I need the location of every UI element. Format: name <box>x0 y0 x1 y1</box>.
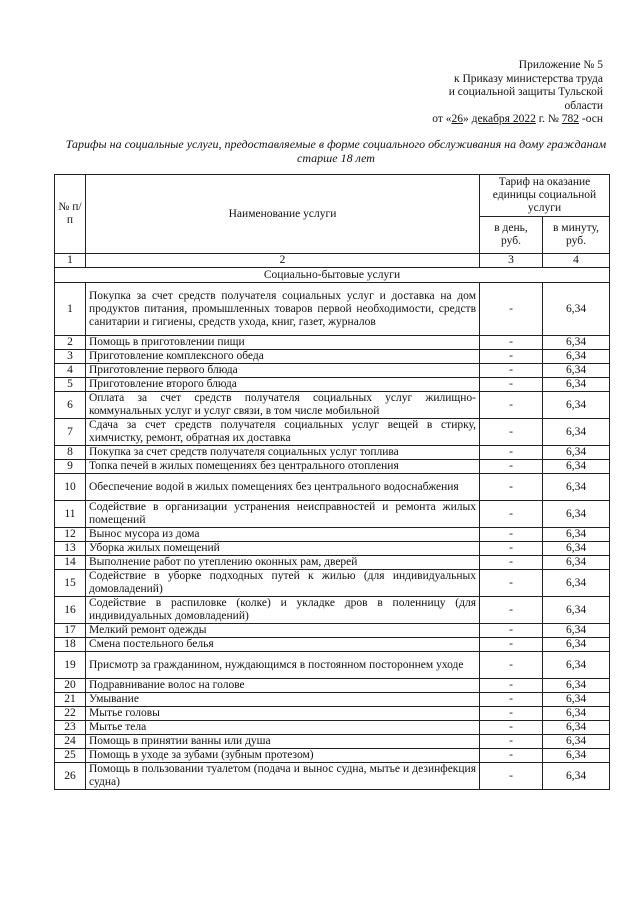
service-name: Присмотр за гражданином, нуждающимся в постоянном постороннем уходе <box>86 652 480 679</box>
row-number: 15 <box>55 570 86 597</box>
tariff-per-minute: 6,34 <box>543 735 610 749</box>
order-number: 782 <box>561 113 579 125</box>
tariff-per-minute: 6,34 <box>543 542 610 556</box>
column-header-name: Наименование услуги <box>86 175 480 254</box>
table-row <box>55 735 610 749</box>
table-row <box>55 749 610 763</box>
tariff-per-day: - <box>480 652 543 679</box>
tariff-per-day: - <box>480 624 543 638</box>
appendix-date-line <box>343 113 603 127</box>
date-mid: » <box>462 113 472 125</box>
tariff-per-day: - <box>480 679 543 693</box>
row-number: 26 <box>55 763 86 790</box>
section-row <box>55 268 610 283</box>
tariff-per-day: - <box>480 542 543 556</box>
table-row <box>55 474 610 501</box>
tariff-per-day: - <box>480 419 543 446</box>
tariff-per-minute: 6,34 <box>543 624 610 638</box>
service-name: Покупка за счет средств получателя социальных услуг и доставка на дом продуктов питания, промышленных товаров первой необходимости, средств санитарии и гигиены, средств ухода, книг, газет, журналов <box>86 283 480 336</box>
column-header-per-minute: в минуту, руб. <box>543 216 610 253</box>
tariff-per-day: - <box>480 528 543 542</box>
date-day: 26 <box>451 113 463 125</box>
tariff-per-day: - <box>480 556 543 570</box>
tariff-per-minute: 6,34 <box>543 693 610 707</box>
column-index: 3 <box>480 254 543 268</box>
service-name: Уборка жилых помещений <box>86 542 480 556</box>
tariff-per-minute: 6,34 <box>543 474 610 501</box>
date-prefix: от « <box>432 113 452 125</box>
tariff-per-minute: 6,34 <box>543 364 610 378</box>
appendix-ministry: и социальной защиты Тульской <box>448 86 603 98</box>
tariff-per-day: - <box>480 570 543 597</box>
table-row <box>55 364 610 378</box>
tariff-per-minute: 6,34 <box>543 749 610 763</box>
tariff-per-minute: 6,34 <box>543 707 610 721</box>
tariff-per-minute: 6,34 <box>543 652 610 679</box>
tariff-per-day: - <box>480 707 543 721</box>
service-name: Мелкий ремонт одежды <box>86 624 480 638</box>
service-name: Приготовление первого блюда <box>86 364 480 378</box>
appendix-header <box>343 59 603 127</box>
tariff-per-minute: 6,34 <box>543 679 610 693</box>
service-name: Содействие в уборке подходных путей к жилью (для индивидуальных домовладений) <box>86 570 480 597</box>
row-number: 24 <box>55 735 86 749</box>
service-name: Сдача за счет средств получателя социальных услуг вещей в стирку, химчистку, ремонт, обратная их доставка <box>86 419 480 446</box>
tariff-per-minute: 6,34 <box>543 501 610 528</box>
row-number: 14 <box>55 556 86 570</box>
section-title: Социально-бытовые услуги <box>55 268 610 283</box>
service-name: Оплата за счет средств получателя социальных услуг жилищно-коммунальных услуг и услуг связи, в том числе мобильной <box>86 392 480 419</box>
tariff-per-day: - <box>480 749 543 763</box>
row-number: 5 <box>55 378 86 392</box>
table-row <box>55 501 610 528</box>
column-index: 1 <box>55 254 86 268</box>
service-name: Выполнение работ по утеплению оконных рам, дверей <box>86 556 480 570</box>
service-name: Мытье тела <box>86 721 480 735</box>
table-row <box>55 624 610 638</box>
row-number: 9 <box>55 460 86 474</box>
row-number: 21 <box>55 693 86 707</box>
tariff-per-day: - <box>480 693 543 707</box>
tariff-per-day: - <box>480 392 543 419</box>
tariff-per-minute: 6,34 <box>543 419 610 446</box>
column-header-number: № п/п <box>55 175 86 254</box>
row-number: 7 <box>55 419 86 446</box>
table-row <box>55 597 610 624</box>
service-name: Мытье головы <box>86 707 480 721</box>
order-suffix: -осн <box>579 113 603 125</box>
table-row <box>55 350 610 364</box>
tariff-per-day: - <box>480 763 543 790</box>
tariff-per-minute: 6,34 <box>543 638 610 652</box>
table-row <box>55 652 610 679</box>
column-index: 2 <box>86 254 480 268</box>
row-number: 13 <box>55 542 86 556</box>
column-index: 4 <box>543 254 610 268</box>
row-number: 22 <box>55 707 86 721</box>
service-name: Топка печей в жилых помещениях без центрального отопления <box>86 460 480 474</box>
table-row <box>55 336 610 350</box>
service-name: Помощь в уходе за зубами (зубным протезом) <box>86 749 480 763</box>
tariff-per-day: - <box>480 283 543 336</box>
table-row <box>55 556 610 570</box>
service-name: Смена постельного белья <box>86 638 480 652</box>
tariff-per-minute: 6,34 <box>543 336 610 350</box>
appendix-region: области <box>564 99 603 112</box>
service-name: Помощь в приготовлении пищи <box>86 336 480 350</box>
column-header-per-day: в день, руб. <box>480 216 543 253</box>
table-row <box>55 378 610 392</box>
table-row <box>55 528 610 542</box>
tariff-per-minute: 6,34 <box>543 570 610 597</box>
tariff-per-day: - <box>480 364 543 378</box>
table-row <box>55 721 610 735</box>
tariff-per-minute: 6,34 <box>543 763 610 790</box>
service-name: Помощь в принятии ванны или душа <box>86 735 480 749</box>
service-name: Вынос мусора из дома <box>86 528 480 542</box>
tariff-per-minute: 6,34 <box>543 597 610 624</box>
table-row <box>55 693 610 707</box>
row-number: 8 <box>55 446 86 460</box>
tariff-per-minute: 6,34 <box>543 528 610 542</box>
table-row <box>55 570 610 597</box>
service-name: Подравнивание волос на голове <box>86 679 480 693</box>
tariff-per-day: - <box>480 735 543 749</box>
row-number: 1 <box>55 283 86 336</box>
table-row <box>55 638 610 652</box>
tariff-per-day: - <box>480 501 543 528</box>
tariff-per-minute: 6,34 <box>543 350 610 364</box>
tariff-per-day: - <box>480 597 543 624</box>
service-name: Умывание <box>86 693 480 707</box>
service-name: Обеспечение водой в жилых помещениях без центрального водоснабжения <box>86 474 480 501</box>
document-title: Тарифы на социальные услуги, предоставляемые в форме социального обслуживания на дому гражданам старше 18 лет <box>65 137 607 165</box>
service-name: Содействие в распиловке (колке) и укладке дров в поленницу (для индивидуальных домовладений) <box>86 597 480 624</box>
table-row <box>55 283 610 336</box>
row-number: 10 <box>55 474 86 501</box>
row-number: 6 <box>55 392 86 419</box>
column-index-row <box>55 254 610 268</box>
tariff-per-day: - <box>480 638 543 652</box>
tariff-per-day: - <box>480 460 543 474</box>
row-number: 2 <box>55 336 86 350</box>
row-number: 23 <box>55 721 86 735</box>
column-header-tariff: Тариф на оказание единицы социальной услуги <box>480 175 610 217</box>
row-number: 12 <box>55 528 86 542</box>
tariff-per-minute: 6,34 <box>543 283 610 336</box>
service-name: Помощь в пользовании туалетом (подача и вынос судна, мытье и дезинфекция судна) <box>86 763 480 790</box>
row-number: 17 <box>55 624 86 638</box>
tariff-per-minute: 6,34 <box>543 446 610 460</box>
appendix-number: Приложение № 5 <box>518 59 603 71</box>
tariff-per-minute: 6,34 <box>543 556 610 570</box>
date-month: декабря 2022 <box>471 113 536 125</box>
tariff-per-minute: 6,34 <box>543 378 610 392</box>
row-number: 18 <box>55 638 86 652</box>
row-number: 11 <box>55 501 86 528</box>
tariff-per-day: - <box>480 446 543 460</box>
table-row <box>55 419 610 446</box>
tariff-per-minute: 6,34 <box>543 460 610 474</box>
row-number: 19 <box>55 652 86 679</box>
tariff-per-minute: 6,34 <box>543 721 610 735</box>
tariff-per-day: - <box>480 378 543 392</box>
service-name: Покупка за счет средств получателя социальных услуг топлива <box>86 446 480 460</box>
table-row <box>55 392 610 419</box>
tariffs-table <box>54 174 610 790</box>
table-row <box>55 679 610 693</box>
row-number: 3 <box>55 350 86 364</box>
tariff-per-day: - <box>480 474 543 501</box>
table-row <box>55 460 610 474</box>
date-year-suffix: г. № <box>535 113 562 125</box>
tariff-per-day: - <box>480 350 543 364</box>
tariff-per-day: - <box>480 721 543 735</box>
tariff-per-day: - <box>480 336 543 350</box>
tariff-per-minute: 6,34 <box>543 392 610 419</box>
row-number: 25 <box>55 749 86 763</box>
service-name: Содействие в организации устранения неисправностей и ремонта жилых помещений <box>86 501 480 528</box>
table-row <box>55 707 610 721</box>
service-name: Приготовление комплексного обеда <box>86 350 480 364</box>
service-name: Приготовление второго блюда <box>86 378 480 392</box>
appendix-order-ref: к Приказу министерства труда <box>454 72 603 85</box>
table-row <box>55 446 610 460</box>
table-row <box>55 763 610 790</box>
row-number: 16 <box>55 597 86 624</box>
row-number: 4 <box>55 364 86 378</box>
row-number: 20 <box>55 679 86 693</box>
table-row <box>55 542 610 556</box>
